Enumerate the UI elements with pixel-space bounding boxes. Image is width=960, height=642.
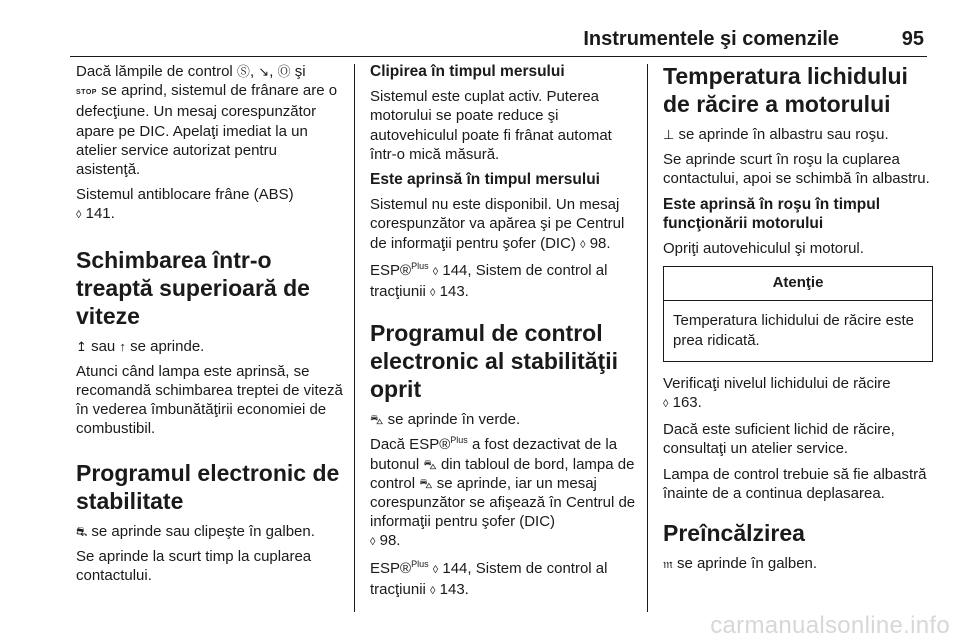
text: a fost dezactivat de la butonul: [370, 436, 618, 473]
section-title: Instrumentele şi comenzile: [583, 28, 839, 50]
page-header: [70, 24, 927, 57]
upshift-icon: ↥: [76, 338, 87, 354]
esc-off-icon: ⛍: [370, 412, 384, 428]
watermark: carmanualsonline.info: [710, 612, 950, 639]
coolant-lamp-paragraph: [663, 125, 933, 144]
check-level-paragraph: [663, 374, 933, 414]
reference-arrow-icon: ◊: [370, 536, 376, 549]
reference-arrow-icon: ◊: [432, 265, 439, 278]
text: Dacă lămpile de control: [76, 63, 233, 80]
flashing-paragraph: Sistemul este cuplat activ. Puterea motorului se poate reduce şi autovehiculul poate fi frânat automat într-o mică măsură.: [370, 88, 612, 163]
superscript: Plus: [450, 435, 468, 446]
upshift-description: Atunci când lampa este aprinsă, se recomandă schimbarea treptei de viteză în vederea îmbunătăţirii economiei de combustibil.: [76, 362, 343, 438]
coolant-temperature-icon: ⊥: [663, 127, 675, 142]
page-reference-link[interactable]: 98.: [379, 532, 401, 550]
text: şi: [294, 63, 306, 80]
esc-description: Se aprinde la scurt timp la cuplarea contactului.: [76, 547, 312, 585]
wrench-icon: ↘: [258, 64, 270, 79]
page-reference-link[interactable]: 163.: [672, 394, 702, 412]
service-paragraph: Dacă este suficient lichid de răcire, consultaţi un atelier service.: [663, 421, 895, 458]
esc-lamp-paragraph: [76, 522, 344, 541]
text: se aprinde în verde.: [387, 411, 521, 429]
caution-title: Atenţie: [664, 267, 932, 301]
reference-arrow-icon: ◊: [663, 398, 669, 411]
blue-lamp-paragraph: Lampa de control trebuie să fie albastră înainte de a continua deplasarea.: [663, 465, 927, 502]
coolant-startup-paragraph: Se aprinde scurt în roşu la cuplarea contactului, apoi se schimbă în albastru.: [663, 151, 930, 188]
preheat-lamp-paragraph: [663, 554, 933, 573]
heading-esc-off: Programul de control electronic al stabilităţii oprit: [370, 320, 618, 403]
abs-icon: Ⓢ: [236, 64, 250, 79]
superscript: Plus: [411, 260, 429, 271]
caution-body: Temperatura lichidului de răcire este prea ridicată.: [673, 312, 914, 349]
text: Dacă ESP®: [370, 436, 451, 454]
esc-car-icon: ⛐: [76, 523, 88, 539]
text: din tabloul de bord, lampa de control: [370, 455, 635, 492]
upshift-alt-icon: ↑: [119, 338, 126, 354]
column-left: [76, 62, 344, 591]
text: se aprinde în galben.: [676, 555, 818, 573]
column-divider: [647, 64, 648, 612]
page-reference-link[interactable]: 98.: [589, 234, 611, 252]
column-divider: [354, 64, 355, 612]
page-reference-link[interactable]: 144, Sistem de control al tracţiunii: [370, 261, 608, 301]
column-middle: [370, 62, 636, 607]
heading-coolant: Temperatura lichidului de răcire a motorului: [663, 63, 908, 117]
text: Sistemul nu este disponibil. Un mesaj corespunzător va apărea şi pe Centrul de informaţii pentru şofer (DIC): [370, 196, 625, 252]
page-reference-link[interactable]: 143.: [439, 580, 469, 598]
text: sau: [91, 337, 116, 355]
page-reference-link[interactable]: 143.: [439, 283, 469, 301]
page-reference-link[interactable]: 141.: [85, 205, 115, 223]
text: ESP®: [370, 261, 412, 279]
heading-upshift: Schimbarea într-o treaptă superioară de viteze: [76, 246, 310, 329]
heading-lit: Este aprinsă în timpul mersului: [370, 171, 600, 189]
stop-engine-paragraph: Opriţi autovehiculul şi motorul.: [663, 240, 864, 258]
text: se aprinde, iar un mesaj corespunzător se afişează în Centrul de informaţii pentru şofer (DIC): [370, 474, 636, 531]
text: ESP®: [370, 559, 412, 577]
brake-icon: Ⓞ: [277, 64, 291, 79]
esc-off-description: [370, 435, 636, 552]
heading-flashing: Clipirea în timpul mersului: [370, 63, 565, 80]
heading-esc: Programul electronic de stabilitate: [76, 459, 340, 514]
heading-preheat: Preîncălzirea: [663, 520, 805, 547]
reference-arrow-icon: ◊: [76, 209, 82, 222]
text: se aprinde sau clipeşte în galben.: [91, 522, 315, 540]
lit-paragraph: [370, 195, 636, 255]
esc-off-icon: ⛍: [419, 475, 433, 491]
reference-arrow-icon: ◊: [430, 287, 436, 300]
heading-red: Este aprinsă în roşu în timpul funcţionării motorului: [663, 195, 881, 232]
page-reference-link[interactable]: 144, Sistem de control al tracţiunii: [370, 559, 608, 598]
text: Sistemul antiblocare frâne (ABS): [76, 186, 294, 204]
caution-box: [663, 266, 933, 362]
text: se aprinde.: [130, 337, 205, 355]
reference-arrow-icon: ◊: [580, 238, 586, 251]
esc-off-lamp-paragraph: [370, 410, 636, 429]
esp-reference-paragraph: [370, 559, 636, 601]
stop-icon: STOP: [76, 89, 97, 97]
text: Verificaţi nivelul lichidului de răcire: [663, 374, 891, 392]
page-number: 95: [901, 28, 924, 50]
upshift-lamp-paragraph: [76, 337, 344, 356]
reference-arrow-icon: ◊: [432, 563, 439, 576]
text: se aprind, sistemul de frânare are o defecţiune. Un mesaj corespunzător apare pe DIC. Apelaţi imediat la un atelier service autorizat pentru asistenţă.: [76, 82, 338, 179]
esp-reference-paragraph: [370, 261, 636, 303]
text: se aprinde în albastru sau roşu.: [678, 126, 889, 143]
brake-warning-paragraph: Dacă lămpile de control Ⓢ, ↘, Ⓞ şi STOP se aprind, sistemul de frânare are o defecţiune. Un mesaj corespunzător apare pe DIC. Apelaţi imediat la un atelier service autorizat pentru asistenţă.: [76, 63, 338, 179]
reference-arrow-icon: ◊: [430, 584, 436, 597]
superscript: Plus: [411, 558, 429, 569]
column-right: [663, 62, 933, 579]
preheat-coil-icon: 𝔪: [663, 556, 673, 572]
esc-off-icon: ⛍: [423, 456, 437, 472]
abs-paragraph: [76, 185, 344, 225]
